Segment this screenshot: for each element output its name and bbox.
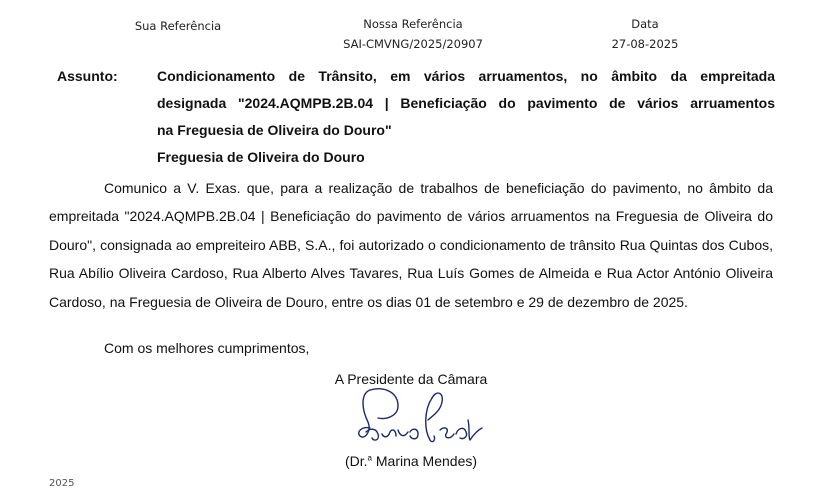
signer-name-prefix: (Dr.: [344, 453, 368, 469]
subject-line-1: Condicionamento de Trânsito, em vários arruamentos, no âmbito da empreitada: [157, 68, 775, 84]
nossa-referencia: [318, 14, 508, 54]
subject-line-4: Freguesia de Oliveira do Douro: [157, 149, 365, 165]
nossa-referencia-value: SAI-CMVNG/2025/20907: [343, 37, 483, 51]
data-value: 27-08-2025: [611, 37, 679, 51]
body-paragraph: Comunico a V. Exas. que, para a realização de trabalhos de beneficiação do pavimento, no âmbito da empreitada "2024.AQMPB.2B.04 | Beneficiação do pavimento de vários arruamentos na Freguesia de Oliveira do Douro", consignada ao empreiteiro ABB, S.A., foi autorizado o condicionamento de trânsito Rua Quintas dos Cubos, Rua Abílio Oliveira Cardoso, Rua Alberto Alves Tavares, Rua Luís Gomes de Almeida e Rua Actor António Oliveira Cardoso, na Freguesia de Oliveira de Douro, entre os dias 01 de setembro e 29 de dezembro de 2025.: [49, 180, 773, 310]
signer-title: A Presidente da Câmara: [334, 371, 488, 387]
signer-name-sup: a: [367, 453, 372, 463]
data-field: [585, 14, 705, 54]
subject-label: Assunto:: [57, 68, 118, 84]
footer-mark: 2025: [49, 478, 75, 489]
subject-line-2: designada "2024.AQMPB.2B.04 | Beneficiação do pavimento de vários arruamentos: [157, 95, 775, 111]
sua-referencia: [118, 16, 238, 36]
sua-referencia-label: Sua Referência: [134, 19, 222, 33]
signer-name: [311, 453, 511, 469]
signer-name-rest: Marina Mendes): [371, 453, 478, 469]
subject-line-3: na Freguesia de Oliveira do Douro": [157, 122, 392, 138]
closing-line: Com os melhores cumprimentos,: [104, 340, 310, 356]
nossa-referencia-label: Nossa Referência: [363, 17, 463, 31]
data-label: Data: [631, 17, 659, 31]
subject-text: [157, 63, 775, 171]
